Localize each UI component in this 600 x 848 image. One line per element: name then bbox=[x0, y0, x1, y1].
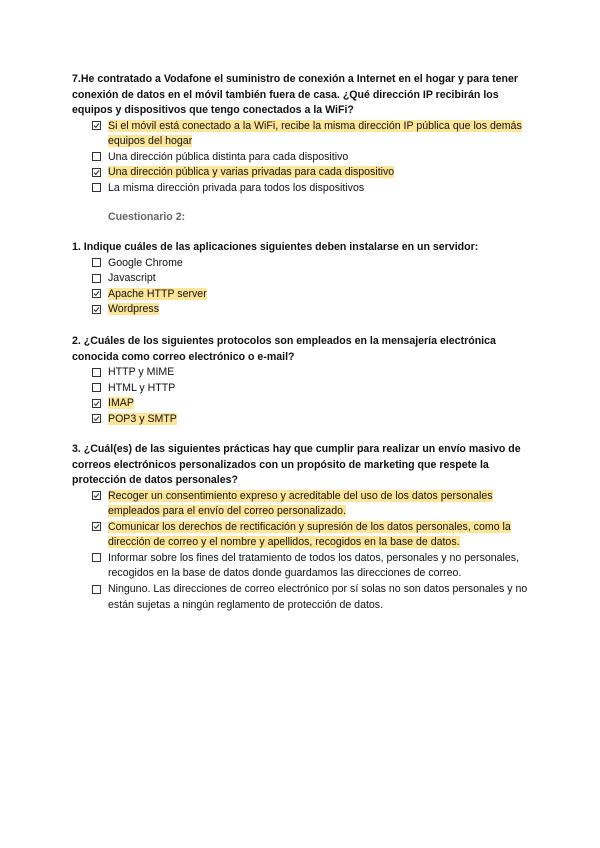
checkbox-icon[interactable] bbox=[92, 383, 101, 392]
question-title: 2. ¿Cuáles de los siguientes protocolos son empleados en la mensajería electrónica conocida como correo electrónico o e-mail? bbox=[72, 335, 496, 363]
option-item bbox=[72, 150, 532, 166]
option-item bbox=[72, 520, 532, 551]
option-label: Javascript bbox=[108, 272, 156, 285]
checkbox-icon[interactable] bbox=[92, 183, 101, 192]
option-item bbox=[72, 287, 532, 303]
option-label: La misma dirección privada para todos los dispositivos bbox=[108, 181, 365, 194]
checkbox-checked-icon[interactable] bbox=[92, 305, 101, 314]
option-label: Si el móvil está conectado a la WiFi, recibe la misma dirección IP pública que los demás equipos del hogar bbox=[108, 119, 522, 148]
option-item bbox=[72, 365, 532, 381]
option-label: Google Chrome bbox=[108, 256, 183, 269]
option-label: Recoger un consentimiento expreso y acreditable del uso de los datos personales empleados para el envío del correo personalizado. bbox=[108, 489, 493, 518]
option-label: Apache HTTP server bbox=[108, 287, 207, 300]
option-item bbox=[72, 302, 532, 318]
checkbox-icon[interactable] bbox=[92, 368, 101, 377]
option-label: Comunicar los derechos de rectificación y supresión de los datos personales, como la dirección de correo y el nombre y apellidos, recogidos en la base de datos. bbox=[108, 520, 511, 549]
checkbox-icon[interactable] bbox=[92, 258, 101, 267]
option-item bbox=[72, 582, 532, 613]
option-item bbox=[72, 412, 532, 428]
option-label: Una dirección pública distinta para cada dispositivo bbox=[108, 150, 349, 163]
question-3 bbox=[72, 442, 532, 613]
option-item bbox=[72, 489, 532, 520]
checkbox-icon[interactable] bbox=[92, 274, 101, 283]
checkbox-checked-icon[interactable] bbox=[92, 399, 101, 408]
checkbox-checked-icon[interactable] bbox=[92, 491, 101, 500]
option-item bbox=[72, 551, 532, 582]
option-item bbox=[72, 256, 532, 272]
option-label: Ninguno. Las direcciones de correo electrónico por sí solas no son datos personales y no están sujetas a ningún reglamento de protección de datos. bbox=[108, 583, 528, 611]
question-title: 7.He contratado a Vodafone el suministro de conexión a Internet en el hogar y para tener conexión de datos en el móvil también fuera de casa. ¿Qué dirección IP recibirán los equipos y dispositivos que tengo conectados a la WiFi? bbox=[72, 73, 519, 116]
question-1 bbox=[72, 240, 532, 318]
checkbox-checked-icon[interactable] bbox=[92, 522, 101, 531]
option-item bbox=[72, 181, 532, 197]
option-label: IMAP bbox=[108, 397, 134, 410]
section-heading-block bbox=[72, 210, 532, 225]
option-item bbox=[72, 165, 532, 181]
section-title: Cuestionario 2: bbox=[108, 211, 186, 223]
checkbox-checked-icon[interactable] bbox=[92, 168, 101, 177]
question-title: 3. ¿Cuál(es) de las siguientes prácticas hay que cumplir para realizar un envío masivo de correos electrónicos personalizados con un propósito de marketing que respete la protección de datos personales? bbox=[72, 443, 521, 486]
options-list bbox=[72, 256, 532, 318]
option-item bbox=[72, 381, 532, 397]
options-list bbox=[72, 119, 532, 197]
option-label: Wordpress bbox=[108, 303, 160, 316]
option-item bbox=[72, 119, 532, 150]
checkbox-checked-icon[interactable] bbox=[92, 414, 101, 423]
option-item bbox=[72, 396, 532, 412]
checkbox-icon[interactable] bbox=[92, 152, 101, 161]
question-2 bbox=[72, 334, 532, 427]
option-label: Una dirección pública y varias privadas para cada dispositivo bbox=[108, 166, 395, 179]
checkbox-checked-icon[interactable] bbox=[92, 289, 101, 298]
option-label: HTML y HTTP bbox=[108, 381, 176, 394]
checkbox-icon[interactable] bbox=[92, 553, 101, 562]
question-7 bbox=[72, 72, 532, 196]
option-label: HTTP y MIME bbox=[108, 366, 175, 378]
option-label: Informar sobre los fines del tratamiento de todos los datos, personales y no personales, recogidos en la base de datos donde guardamos las direcciones de correo. bbox=[108, 551, 520, 580]
option-item bbox=[72, 271, 532, 287]
checkbox-icon[interactable] bbox=[92, 585, 101, 594]
option-label: POP3 y SMTP bbox=[108, 412, 177, 425]
question-title: 1. Indique cuáles de las aplicaciones siguientes deben instalarse en un servidor: bbox=[72, 241, 479, 253]
options-list bbox=[72, 365, 532, 427]
checkbox-checked-icon[interactable] bbox=[92, 121, 101, 130]
options-list bbox=[72, 489, 532, 614]
